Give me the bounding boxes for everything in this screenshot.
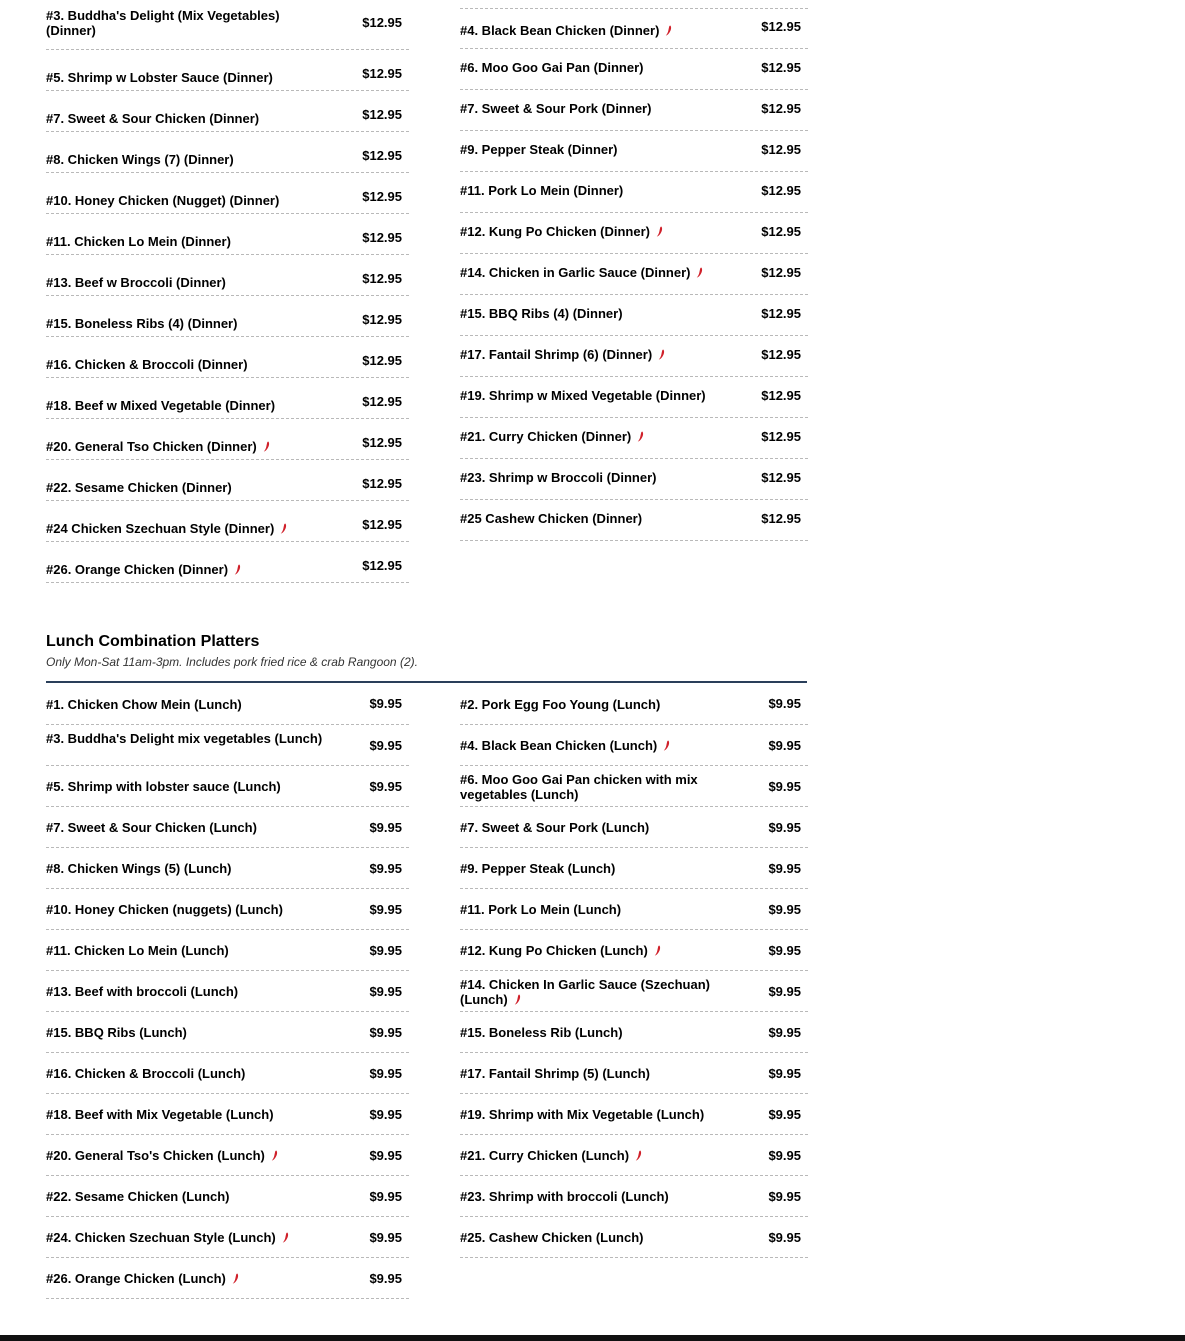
menu-item-name: #21. Curry Chicken (Lunch)	[460, 1148, 720, 1163]
menu-item-name: #19. Shrimp w Mixed Vegetable (Dinner)	[460, 388, 706, 403]
menu-item-name: #8. Chicken Wings (7) (Dinner)	[46, 152, 234, 167]
menu-item-price: $12.95	[761, 224, 801, 239]
menu-item[interactable]	[46, 542, 409, 583]
menu-item-price: $9.95	[369, 943, 402, 958]
menu-item-price: $12.95	[761, 142, 801, 157]
menu-item-name: #9. Pepper Steak (Lunch)	[460, 861, 616, 876]
menu-item-price: $12.95	[761, 511, 801, 526]
menu-item-name: #14. Chicken In Garlic Sauce (Szechuan) (Lunch)	[460, 977, 710, 1007]
menu-item-name: #25 Cashew Chicken (Dinner)	[460, 511, 643, 526]
menu-item-name: #12. Kung Po Chicken (Lunch)	[460, 943, 720, 958]
menu-item-price: $9.95	[369, 696, 402, 711]
menu-item-name: #18. Beef with Mix Vegetable (Lunch)	[46, 1107, 274, 1122]
menu-item[interactable]	[460, 254, 808, 295]
menu-item[interactable]	[460, 336, 808, 377]
menu-item[interactable]	[46, 1135, 409, 1176]
menu-item[interactable]	[46, 296, 409, 337]
menu-item-name: #11. Chicken Lo Mein (Dinner)	[46, 234, 231, 249]
menu-item-name: #3. Buddha's Delight mix vegetables (Lunch)	[46, 731, 323, 746]
menu-item-price: $9.95	[768, 1230, 801, 1245]
menu-item-name: #22. Sesame Chicken (Dinner)	[46, 480, 232, 495]
menu-item-price: $9.95	[768, 738, 801, 753]
chili-pepper-icon	[280, 523, 287, 534]
menu-item[interactable]	[46, 460, 409, 501]
menu-item-price: $9.95	[768, 902, 801, 917]
menu-item-price: $12.95	[362, 271, 402, 286]
menu-item[interactable]	[460, 725, 808, 766]
menu-item-price: $12.95	[362, 476, 402, 491]
menu-item-price: $12.95	[362, 394, 402, 409]
menu-item[interactable]	[460, 459, 808, 500]
menu-item[interactable]	[46, 337, 409, 378]
menu-item-name: #21. Curry Chicken (Dinner)	[460, 429, 760, 444]
menu-item-price: $9.95	[369, 1189, 402, 1204]
menu-item-name: #17. Fantail Shrimp (5) (Lunch)	[460, 1066, 650, 1081]
menu-item[interactable]	[46, 1053, 409, 1094]
menu-item-price: $9.95	[768, 1189, 801, 1204]
menu-item-name: #10. Honey Chicken (Nugget) (Dinner)	[46, 193, 280, 208]
menu-item-name: #7. Sweet & Sour Chicken (Lunch)	[46, 820, 257, 835]
menu-item-name: #14. Chicken in Garlic Sauce (Dinner)	[460, 265, 760, 280]
menu-item[interactable]	[460, 377, 808, 418]
menu-item-name: #25. Cashew Chicken (Lunch)	[460, 1230, 644, 1245]
menu-item-name: #3. Buddha's Delight (Mix Vegetables) (Dinner)	[46, 8, 280, 38]
menu-item-price: $12.95	[761, 388, 801, 403]
menu-item-price: $9.95	[768, 779, 801, 794]
menu-item[interactable]	[460, 1217, 808, 1258]
chili-pepper-icon	[665, 25, 672, 36]
menu-item-price: $9.95	[768, 1025, 801, 1040]
menu-item[interactable]	[460, 295, 808, 336]
menu-item[interactable]	[460, 1094, 808, 1135]
menu-item[interactable]	[46, 807, 409, 848]
menu-item[interactable]	[460, 684, 808, 725]
footer-bar	[0, 1335, 1185, 1341]
menu-item[interactable]	[46, 378, 409, 419]
menu-item-name: #13. Beef w Broccoli (Dinner)	[46, 275, 226, 290]
menu-item-price: $12.95	[761, 429, 801, 444]
menu-item[interactable]	[46, 214, 409, 255]
menu-item[interactable]	[460, 848, 808, 889]
menu-item-name: #15. Boneless Ribs (4) (Dinner)	[46, 316, 238, 331]
menu-item-name: #11. Chicken Lo Mein (Lunch)	[46, 943, 229, 958]
menu-item-name: #20. General Tso's Chicken (Lunch)	[46, 1148, 346, 1163]
menu-item[interactable]	[460, 971, 808, 1012]
menu-item[interactable]	[46, 173, 409, 214]
menu-item-name: #7. Sweet & Sour Chicken (Dinner)	[46, 111, 260, 126]
lunch-column-right	[460, 684, 808, 1258]
menu-item-price: $12.95	[761, 19, 801, 34]
menu-item-price: $9.95	[768, 696, 801, 711]
menu-item-name: #24. Chicken Szechuan Style (Lunch)	[46, 1230, 346, 1245]
menu-item[interactable]	[460, 807, 808, 848]
menu-item-name: #5. Shrimp with lobster sauce (Lunch)	[46, 779, 281, 794]
menu-item-price: $12.95	[761, 265, 801, 280]
menu-item[interactable]	[46, 50, 409, 91]
menu-item[interactable]	[46, 766, 409, 807]
chili-pepper-icon	[635, 1150, 642, 1161]
menu-item[interactable]	[46, 930, 409, 971]
menu-item-price: $12.95	[761, 470, 801, 485]
menu-item[interactable]	[460, 500, 808, 541]
menu-item-name: #23. Shrimp w Broccoli (Dinner)	[460, 470, 657, 485]
chili-pepper-icon	[234, 564, 241, 575]
menu-item[interactable]	[46, 684, 409, 725]
menu-item-price: $9.95	[768, 984, 801, 999]
menu-item-price: $9.95	[369, 1025, 402, 1040]
menu-item-price: $9.95	[369, 779, 402, 794]
menu-item-name: #18. Beef w Mixed Vegetable (Dinner)	[46, 398, 276, 413]
menu-item-price: $12.95	[761, 306, 801, 321]
menu-item-price: $9.95	[369, 861, 402, 876]
section-divider	[46, 681, 807, 683]
menu-item-price: $9.95	[369, 1271, 402, 1286]
menu-item-price: $9.95	[768, 1148, 801, 1163]
menu-item-name: #12. Kung Po Chicken (Dinner)	[460, 224, 760, 239]
menu-item-name: #13. Beef with broccoli (Lunch)	[46, 984, 239, 999]
section-title: Lunch Combination Platters	[46, 633, 260, 650]
chili-pepper-icon	[637, 431, 644, 442]
menu-item[interactable]	[460, 1176, 808, 1217]
menu-item[interactable]	[460, 131, 808, 172]
chili-pepper-icon	[271, 1150, 278, 1161]
menu-item[interactable]	[46, 1217, 409, 1258]
menu-item[interactable]	[46, 255, 409, 296]
menu-item-price: $9.95	[369, 820, 402, 835]
menu-item-price: $12.95	[362, 148, 402, 163]
menu-item-name: #7. Sweet & Sour Pork (Dinner)	[460, 101, 652, 116]
menu-item[interactable]	[46, 1176, 409, 1217]
dinner-column-right	[460, 9, 808, 541]
menu-item[interactable]	[46, 0, 409, 50]
menu-item-price: $12.95	[761, 347, 801, 362]
menu-item-price: $9.95	[369, 984, 402, 999]
menu-item-price: $12.95	[362, 312, 402, 327]
menu-item-price: $12.95	[362, 107, 402, 122]
menu-item-name: #11. Pork Lo Mein (Dinner)	[460, 183, 624, 198]
section-subtitle: Only Mon-Sat 11am-3pm. Includes pork fried rice & crab Rangoon (2).	[46, 655, 418, 669]
lunch-column-left	[46, 684, 409, 1299]
chili-pepper-icon	[232, 1273, 239, 1284]
menu-item[interactable]	[460, 766, 808, 807]
menu-item-name: #4. Black Bean Chicken (Dinner)	[460, 23, 760, 38]
menu-item-name: #9. Pepper Steak (Dinner)	[460, 142, 618, 157]
menu-item[interactable]	[460, 889, 808, 930]
menu-item[interactable]	[460, 1012, 808, 1053]
chili-pepper-icon	[514, 994, 521, 1005]
menu-item-price: $12.95	[362, 558, 402, 573]
chili-pepper-icon	[654, 945, 661, 956]
menu-item[interactable]	[46, 1012, 409, 1053]
menu-item-price: $12.95	[362, 435, 402, 450]
menu-item-price: $12.95	[362, 189, 402, 204]
chili-pepper-icon	[663, 740, 670, 751]
chili-pepper-icon	[696, 267, 703, 278]
menu-item-name: #15. BBQ Ribs (Lunch)	[46, 1025, 187, 1040]
menu-item-name: #24 Chicken Szechuan Style (Dinner)	[46, 521, 306, 536]
menu-item-name: #5. Shrimp w Lobster Sauce (Dinner)	[46, 70, 273, 85]
chili-pepper-icon	[282, 1232, 289, 1243]
menu-item-name: #26. Orange Chicken (Lunch)	[46, 1271, 346, 1286]
menu-item[interactable]	[46, 848, 409, 889]
menu-item[interactable]	[46, 501, 409, 542]
menu-item-name: #8. Chicken Wings (5) (Lunch)	[46, 861, 232, 876]
chili-pepper-icon	[656, 226, 663, 237]
menu-item[interactable]	[460, 1053, 808, 1094]
menu-item-price: $9.95	[768, 861, 801, 876]
menu-item-price: $9.95	[768, 943, 801, 958]
menu-item-price: $9.95	[369, 738, 402, 753]
menu-item-name: #22. Sesame Chicken (Lunch)	[46, 1189, 230, 1204]
menu-item-price: $9.95	[369, 1107, 402, 1122]
menu-item[interactable]	[460, 930, 808, 971]
chili-pepper-icon	[658, 349, 665, 360]
menu-item-name: #15. Boneless Rib (Lunch)	[460, 1025, 623, 1040]
menu-item[interactable]	[46, 1094, 409, 1135]
menu-item[interactable]	[46, 889, 409, 930]
menu-item-name: #4. Black Bean Chicken (Lunch)	[460, 738, 720, 753]
menu-item-name: #15. BBQ Ribs (4) (Dinner)	[460, 306, 623, 321]
menu-item[interactable]	[460, 418, 808, 459]
menu-item-name: #26. Orange Chicken (Dinner)	[46, 562, 306, 577]
menu-item-name: #19. Shrimp with Mix Vegetable (Lunch)	[460, 1107, 705, 1122]
menu-item[interactable]	[46, 91, 409, 132]
menu-item[interactable]	[46, 725, 409, 766]
menu-item[interactable]	[460, 49, 808, 90]
menu-item-name: #10. Honey Chicken (nuggets) (Lunch)	[46, 902, 283, 917]
chili-pepper-icon	[263, 441, 270, 452]
menu-item-name: #16. Chicken & Broccoli (Lunch)	[46, 1066, 246, 1081]
menu-item-price: $9.95	[369, 1148, 402, 1163]
menu-item[interactable]	[460, 90, 808, 131]
menu-item-name: #6. Moo Goo Gai Pan chicken with mix vegetables (Lunch)	[460, 772, 698, 802]
menu-item[interactable]	[46, 1258, 409, 1299]
menu-item-price: $12.95	[761, 183, 801, 198]
menu-item[interactable]	[46, 971, 409, 1012]
menu-item-price: $12.95	[362, 353, 402, 368]
menu-item-price: $9.95	[768, 1066, 801, 1081]
menu-item-name: #7. Sweet & Sour Pork (Lunch)	[460, 820, 650, 835]
menu-item[interactable]	[46, 132, 409, 173]
menu-item-price: $12.95	[362, 517, 402, 532]
menu-item[interactable]	[460, 213, 808, 254]
menu-item[interactable]	[460, 172, 808, 213]
menu-item-name: #16. Chicken & Broccoli (Dinner)	[46, 357, 248, 372]
menu-item-price: $9.95	[768, 1107, 801, 1122]
menu-item-price: $12.95	[362, 15, 402, 30]
menu-item-price: $9.95	[768, 820, 801, 835]
menu-item-name: #17. Fantail Shrimp (6) (Dinner)	[460, 347, 760, 362]
menu-item[interactable]	[46, 419, 409, 460]
menu-item-name: #6. Moo Goo Gai Pan (Dinner)	[460, 60, 644, 75]
menu-item-price: $12.95	[761, 60, 801, 75]
menu-item-price: $12.95	[761, 101, 801, 116]
menu-item-price: $9.95	[369, 1230, 402, 1245]
dinner-column-left	[46, 0, 409, 583]
menu-item-name: #11. Pork Lo Mein (Lunch)	[460, 902, 622, 917]
menu-item-price: $9.95	[369, 1066, 402, 1081]
menu-item-price: $12.95	[362, 230, 402, 245]
menu-item-name: #20. General Tso Chicken (Dinner)	[46, 439, 306, 454]
menu-item-price: $9.95	[369, 902, 402, 917]
menu-item[interactable]	[460, 1135, 808, 1176]
menu-item-price: $12.95	[362, 66, 402, 81]
menu-item-name: #1. Chicken Chow Mein (Lunch)	[46, 697, 242, 712]
menu-item-name: #23. Shrimp with broccoli (Lunch)	[460, 1189, 669, 1204]
menu-item-name: #2. Pork Egg Foo Young (Lunch)	[460, 697, 661, 712]
menu-item[interactable]	[460, 9, 808, 49]
